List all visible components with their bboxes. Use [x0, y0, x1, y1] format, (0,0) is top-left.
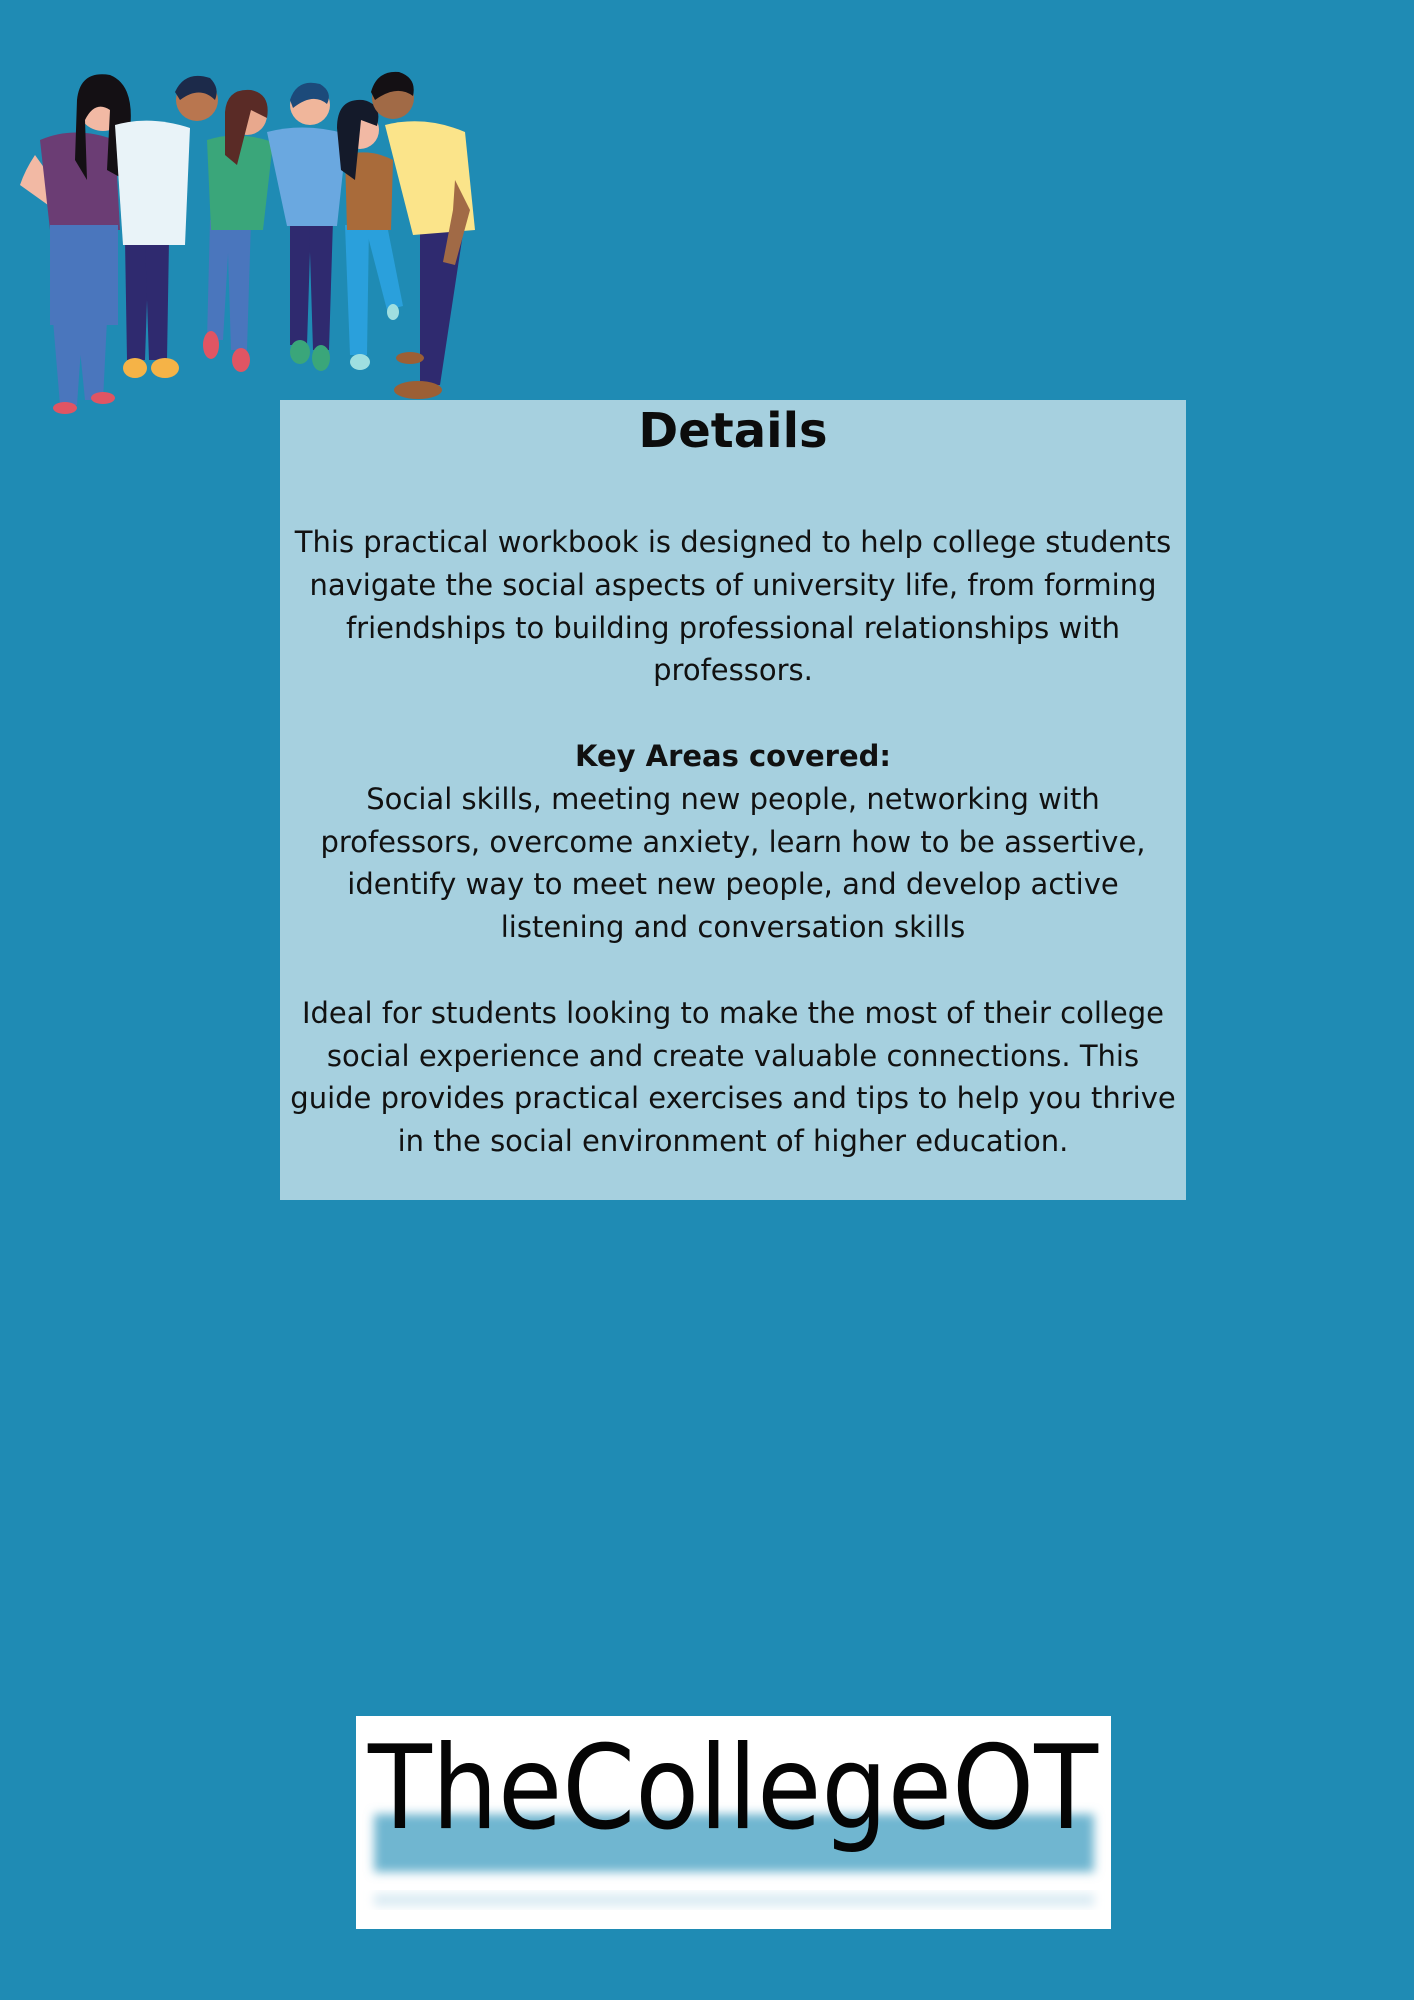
- student-figure: [267, 83, 347, 371]
- details-title: Details: [638, 403, 828, 459]
- key-areas-heading: Key Areas covered:: [575, 738, 891, 773]
- logo-text: TheCollegeOT: [367, 1721, 1100, 1856]
- ideal-paragraph: Ideal for students looking to make the most of their college social experience and create valuable connections. This guide provides practical exercises and tips to help you thrive in the social environment of higher education.: [290, 995, 1176, 1159]
- student-figure: [203, 90, 273, 372]
- key-areas-text-2: identify way to meet new people, and develop active listening and conversation skills: [347, 867, 1119, 945]
- student-figure: [20, 74, 131, 414]
- intro-paragraph: This practical workbook is designed to help college students navigate the social aspects of university life, from forming friendships to building professional relationships with professors.: [294, 525, 1172, 688]
- logo-reflection: [374, 1894, 1094, 1906]
- key-areas-text-1: Social skills, meeting new people, networking with professors, overcome anxiety, learn how to be assertive,: [320, 781, 1146, 859]
- student-group-illustration: [15, 70, 485, 415]
- details-panel: [280, 400, 1186, 1200]
- college-ot-logo: [356, 1716, 1111, 1929]
